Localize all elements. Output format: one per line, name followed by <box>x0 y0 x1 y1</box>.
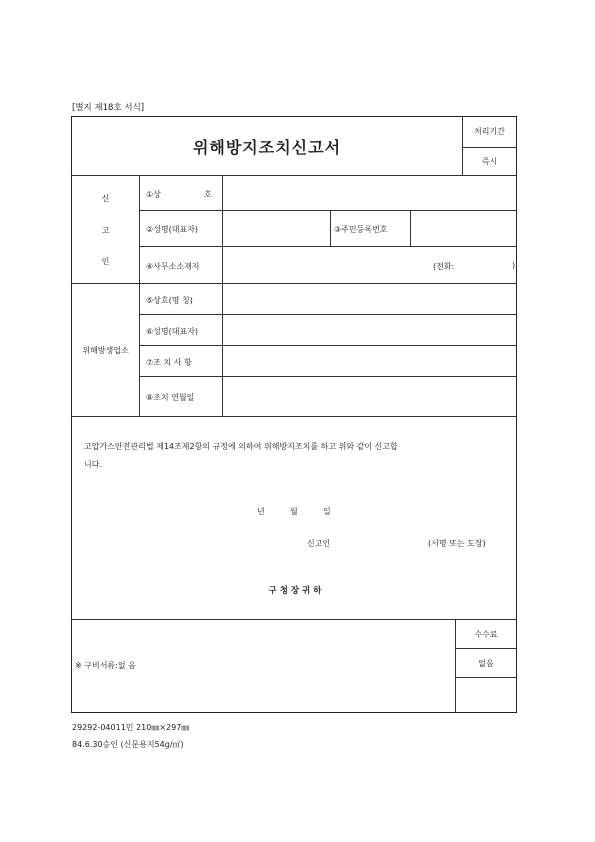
id-col-line <box>330 210 331 246</box>
signature-hint: (서명 또는 도장) <box>428 539 486 548</box>
fee-header: 수수료 <box>474 630 498 639</box>
title-bottom-line <box>71 175 517 176</box>
field-label-measures: ⑦조 치 사 항 <box>146 358 192 367</box>
phone-close: ) <box>512 261 516 270</box>
reporter-signature-field[interactable] <box>340 532 420 552</box>
date-month-label: 월 <box>290 507 298 516</box>
section-divider <box>71 283 517 284</box>
row-line <box>139 314 517 315</box>
processing-period-value: 즉시 <box>481 157 498 166</box>
measure-date-field[interactable] <box>224 378 516 415</box>
business-name-field[interactable] <box>224 285 516 313</box>
reporter-label: 신고인 <box>307 539 331 548</box>
phone-open: (전화: <box>433 262 455 271</box>
applicant-char: 신 <box>101 194 110 203</box>
applicant-char: 고 <box>101 226 110 235</box>
row-line <box>139 210 517 211</box>
label-col-line <box>222 175 223 416</box>
field-label-company-name-b: 호 <box>204 190 212 199</box>
applicant-char: 인 <box>101 257 110 266</box>
section-col-line <box>139 175 140 416</box>
print-spec-line-1: 29292-04011민 210㎜×297㎜ <box>72 723 190 732</box>
field-label-business-name: ⑤상호(명 칭) <box>146 296 193 305</box>
field-label-resident-number: ③주민등록번호 <box>334 225 388 234</box>
fee-row-line <box>455 677 517 678</box>
measures-field[interactable] <box>224 347 516 375</box>
row-line <box>139 345 517 346</box>
recipient-label: 구 청 장 귀 하 <box>268 586 322 596</box>
statement-line-1: 고압가스안전관리법 제14조제2항의 규정에 의하여 위해방지조치를 하고 위와 같이 신고합 <box>84 442 398 451</box>
fee-value: 없음 <box>478 659 494 668</box>
processing-divider <box>462 147 517 148</box>
id-col-line <box>410 210 411 246</box>
company-name-field[interactable] <box>224 177 516 209</box>
fee-row-line <box>455 648 517 649</box>
field-label-representative: ②성명(대표자) <box>146 225 199 234</box>
business-representative-field[interactable] <box>224 316 516 344</box>
field-label-company-name-a: ①상 <box>146 190 161 199</box>
field-label-measure-date: ⑧조치 연월일 <box>146 393 195 402</box>
statement-line-2: 니다. <box>84 460 102 469</box>
date-day-label: 일 <box>323 507 331 516</box>
row-line <box>139 376 517 377</box>
footer-top-line <box>71 619 517 620</box>
field-label-office-address: ④사무소소재지 <box>146 262 200 271</box>
date-year-label: 년 <box>257 507 265 516</box>
form-title: 위해방지조치신고서 <box>192 138 342 157</box>
business-section-label: 위해방생업소 <box>82 346 129 355</box>
section-divider <box>71 416 517 417</box>
representative-field[interactable] <box>224 212 329 245</box>
processing-period-header: 처리기간 <box>474 127 505 136</box>
form-number-label: [별지 제18호 서식] <box>72 103 145 113</box>
field-label-business-representative: ⑥성명(대표자) <box>146 327 199 336</box>
office-address-field[interactable] <box>224 248 424 282</box>
required-documents: ※ 구비서류:없 음 <box>75 661 136 670</box>
phone-field[interactable] <box>462 252 512 280</box>
print-spec-line-2: 84.6.30승인 (신문용지54g/㎡) <box>72 740 184 749</box>
resident-number-field[interactable] <box>412 212 516 245</box>
row-line <box>139 246 517 247</box>
